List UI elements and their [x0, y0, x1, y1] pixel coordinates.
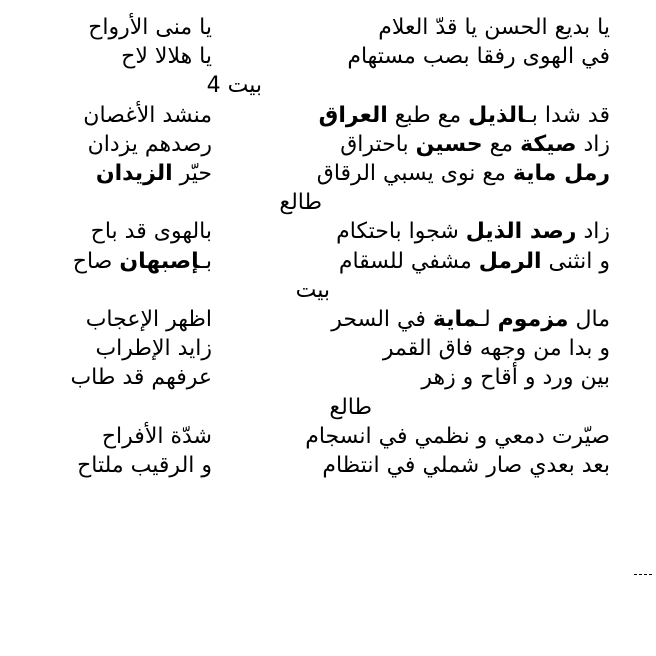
verse-fragment: رصدهم يزدان: [87, 132, 212, 157]
verse-second-hemistich: [86, 307, 212, 333]
emphasized-term: رصد الذيل: [465, 219, 577, 244]
verse-first-hemistich: [383, 336, 610, 362]
verse-second-hemistich: [73, 249, 212, 275]
verse-fragment: اظهر الإعجاب: [85, 307, 212, 332]
verse-fragment: و انثنى: [541, 249, 610, 274]
section-heading: طالع: [329, 395, 372, 420]
verse-fragment: و بدا من وجهه فاق القمر: [382, 336, 610, 361]
verse-fragment: يا بديع الحسن يا قدّ العلام: [378, 15, 610, 40]
verse-second-hemistich: [91, 219, 212, 245]
verse-fragment: بين ورد و أقاح و زهر: [421, 365, 610, 390]
verse-fragment: شدّة الأفراح: [101, 424, 212, 449]
verse-first-hemistich: [340, 132, 610, 158]
verse-fragment: مع طبع: [387, 103, 469, 128]
emphasized-term: رمل ماية: [512, 161, 610, 186]
section-heading: طالع: [279, 190, 322, 215]
section-heading: بيت: [295, 278, 330, 303]
verse-fragment: باحتراق: [340, 132, 416, 157]
emphasized-term: صيكة: [520, 132, 577, 157]
margin-mark: [634, 574, 652, 575]
verse-fragment: عرفهم قد طاب: [70, 365, 212, 390]
verse-fragment: منشد الأغصان: [83, 103, 212, 128]
verse-first-hemistich: [336, 219, 610, 245]
verse-fragment: لـ: [477, 307, 498, 332]
verse-second-hemistich: [70, 365, 212, 391]
verse-fragment: يا هلالا لاح: [121, 44, 212, 69]
verse-fragment: مع: [482, 132, 521, 157]
emphasized-term: العراق: [318, 103, 388, 128]
verse-second-hemistich: [83, 103, 212, 129]
verse-second-hemistich: [102, 424, 212, 450]
emphasized-term: الزيدان: [95, 161, 173, 186]
verse-second-hemistich: [121, 44, 212, 70]
verse-fragment: زاد: [576, 219, 610, 244]
emphasized-term: مزموم: [497, 307, 569, 332]
verse-fragment: و الرقيب ملتاح: [77, 453, 212, 478]
verse-first-hemistich: [319, 103, 610, 129]
verse-fragment: يا منى الأرواح: [88, 15, 212, 40]
verse-fragment: بـ: [199, 249, 212, 274]
emphasized-term: الرمل: [478, 249, 542, 274]
verse-second-hemistich: [95, 336, 212, 362]
verse-fragment: صاح: [72, 249, 120, 274]
verse-fragment: مشفي للسقام: [338, 249, 479, 274]
section-heading: بيت 4: [206, 73, 262, 98]
emphasized-term: الذيل: [468, 103, 526, 128]
verse-second-hemistich: [96, 161, 212, 187]
verse-fragment: في السحر: [331, 307, 433, 332]
verse-fragment: زايد الإطراب: [95, 336, 212, 361]
emphasized-term: ماية: [432, 307, 478, 332]
verse-fragment: شجوا باحتكام: [336, 219, 466, 244]
verse-first-hemistich: [347, 44, 610, 70]
verse-first-hemistich: [421, 365, 610, 391]
verse-fragment: بالهوى قد باح: [90, 219, 212, 244]
emphasized-term: حسين: [415, 132, 483, 157]
verse-fragment: صيّرت دمعي و نظمي في انسجام: [305, 424, 610, 449]
verse-fragment: بعد بعدي صار شملي في انتظام: [322, 453, 610, 478]
emphasized-term: إصبهان: [119, 249, 200, 274]
verse-first-hemistich: [378, 15, 610, 41]
verse-fragment: مال: [568, 307, 610, 332]
verse-second-hemistich: [88, 132, 212, 158]
verse-fragment: قد شدا بـ: [525, 103, 610, 128]
verse-fragment: زاد: [576, 132, 610, 157]
verse-first-hemistich: [339, 249, 610, 275]
verse-first-hemistich: [305, 424, 610, 450]
verse-second-hemistich: [88, 15, 212, 41]
verse-fragment: في الهوى رفقا بصب مستهام: [347, 44, 610, 69]
verse-fragment: مع نوى يسبي الرقاق: [316, 161, 513, 186]
verse-first-hemistich: [322, 453, 610, 479]
verse-fragment: حيّر: [172, 161, 212, 186]
verse-first-hemistich: [317, 161, 610, 187]
verse-second-hemistich: [77, 453, 212, 479]
verse-first-hemistich: [331, 307, 610, 333]
